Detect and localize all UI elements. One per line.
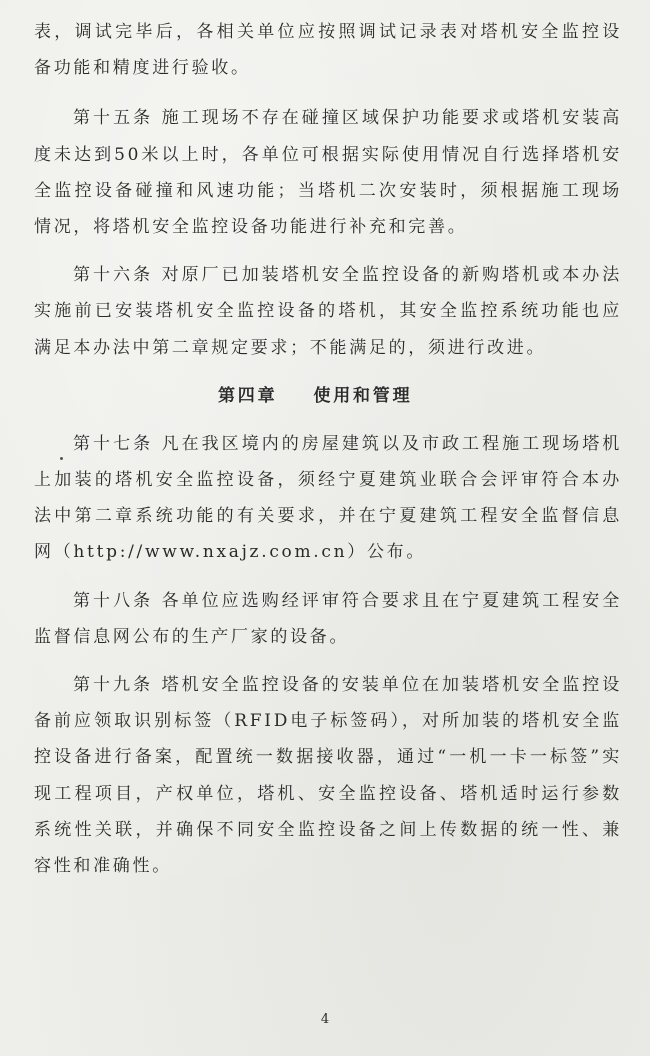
article-15: 第十五条 施工现场不存在碰撞区域保护功能要求或塔机安装高度未达到50米以上时，各单位可根据实际使用情况自行选择塔机安全监控设备碰撞和风速功能；当塔机二次安装时，须根据施工现场情况，将塔机安全监控设备功能进行补充和完善。 [34,108,622,238]
article-19: 第十九条 塔机安全监控设备的安装单位在加装塔机安全监控设备前应领取识别标签（RFID电子标签码），对所加装的塔机安全监控设备进行备案，配置统一数据接收器，通过“一机一卡一标签”实现工程项目，产权单位，塔机、安全监控设备、塔机适时运行参数系统性关联，并确保不同安全监控设备之间上传数据的统一性、兼容性和准确性。 [34,675,622,877]
article-16: 第十六条 对原厂已加装塔机安全监控设备的新购塔机或本办法实施前已安装塔机安全监控设备的塔机，其安全监控系统功能也应满足本办法中第二章规定要求；不能满足的，须进行改进。 [34,265,622,358]
article-17: 第十七条 凡在我区境内的房屋建筑以及市政工程施工现场塔机上加装的塔机安全监控设备，须经宁夏建筑业联合会评审符合本办法中第二章系统功能的有关要求，并在宁夏建筑工程安全监督信息网（http://www.nxajz.com.cn）公布。 [34,433,622,563]
page-number: 4 [320,1012,330,1027]
chapter-title: 使用和管理 [313,385,413,406]
document-body [34,14,622,884]
chapter-number: 第四章 [218,385,278,406]
article-18: 第十八条 各单位应选购经评审符合要求且在宁夏建筑工程安全监督信息网公布的生产厂家的设备。 [34,590,622,647]
paragraph-intro-continuation: 表，调试完毕后，各相关单位应按照调试记录表对塔机安全监控设备功能和精度进行验收。 [34,22,622,79]
chapter-heading [34,378,622,414]
